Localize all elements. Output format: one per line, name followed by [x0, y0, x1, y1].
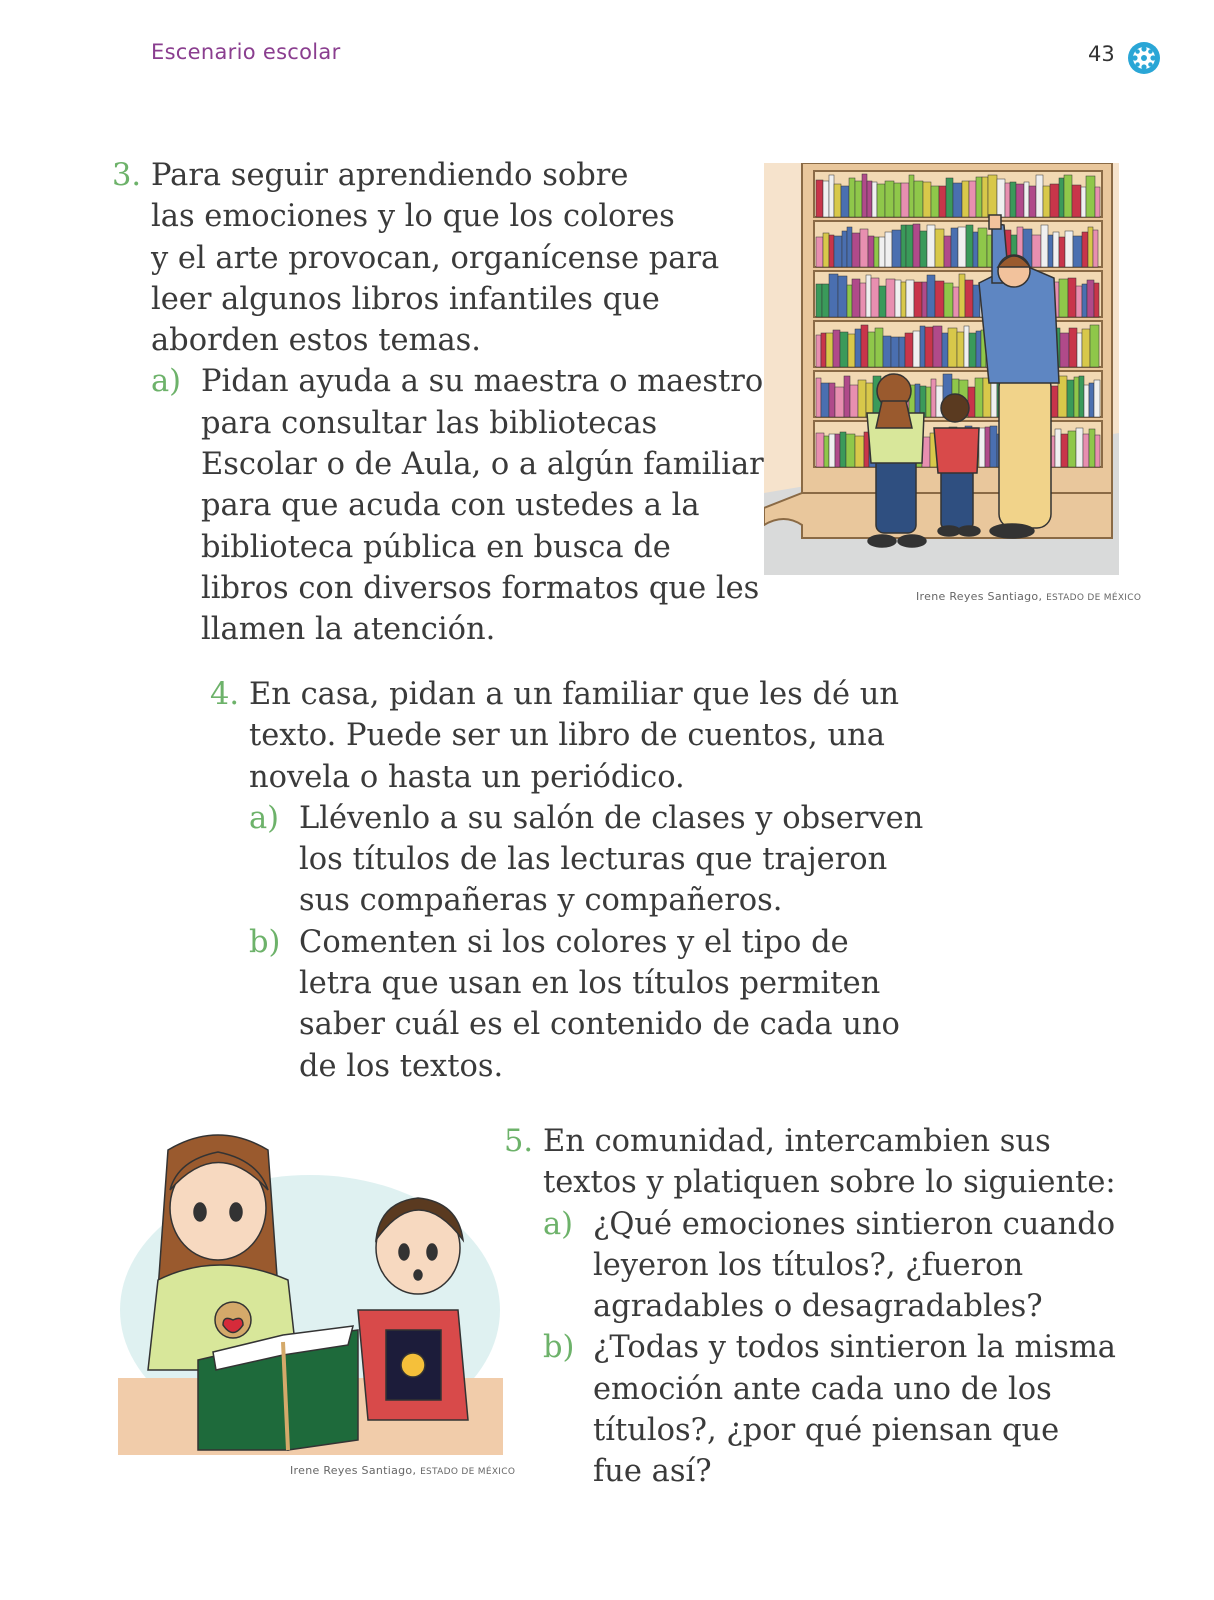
book-spine: [1061, 434, 1068, 467]
flower-emblem-icon: [1126, 40, 1162, 76]
book-spine: [925, 327, 933, 367]
book-spine: [1065, 231, 1073, 267]
book-spine: [906, 225, 913, 267]
book-spine: [816, 433, 824, 467]
text-line: leer algunos libros infantiles que: [151, 281, 660, 317]
book-spine: [942, 333, 948, 367]
book-spine: [1041, 225, 1048, 267]
text-line: saber cuál es el contenido de cada uno: [299, 1007, 900, 1043]
book-spine: [1074, 377, 1079, 417]
book-spine: [816, 180, 823, 217]
text-line: para que acuda con ustedes a la: [201, 488, 700, 524]
book-spine: [958, 227, 966, 267]
page-number: 43: [1088, 42, 1115, 66]
book-spine: [913, 331, 920, 367]
book-spine: [1089, 383, 1094, 417]
book-spine: [913, 224, 920, 267]
book-spine: [852, 279, 860, 317]
text-line: fue así?: [593, 1454, 712, 1490]
text-line: para consultar las bibliotecas: [201, 405, 658, 441]
book-spine: [868, 236, 874, 267]
book-spine: [969, 333, 976, 367]
book-spine: [822, 284, 829, 317]
book-spine: [866, 275, 871, 317]
item-text: [543, 1121, 1116, 1493]
text-line: Llévenlo a su salón de clases y observen: [299, 800, 924, 836]
text-line: Comenten si los colores y el tipo de: [299, 924, 849, 960]
book-spine: [1094, 380, 1100, 417]
book-spine: [935, 281, 944, 317]
book-spine: [931, 186, 939, 217]
text-line: aborden estos temas.: [151, 323, 481, 359]
book-spine: [927, 275, 935, 317]
text-line: y el arte provocan, organícense para: [151, 240, 720, 276]
library-illustration-credit: [916, 590, 1141, 603]
book-spine: [866, 383, 873, 417]
book-spine: [922, 282, 927, 317]
book-spine: [979, 428, 985, 467]
book-spine: [872, 182, 877, 217]
book-spine: [829, 383, 835, 417]
book-spine: [1032, 235, 1041, 267]
book-spine: [914, 181, 923, 217]
book-spine: [842, 231, 847, 267]
book-spine: [848, 334, 855, 367]
book-spine: [868, 332, 875, 367]
credit-author: Irene Reyes Santiago,: [290, 1464, 417, 1477]
book-spine: [1095, 435, 1100, 467]
subitem-b: [543, 1327, 1116, 1492]
book-spine: [1024, 182, 1029, 217]
book-spine: [844, 376, 850, 417]
subitem-label: b): [543, 1330, 575, 1366]
text-line: ¿Todas y todos sintieron la misma: [593, 1330, 1116, 1366]
text-line: de los textos.: [299, 1048, 504, 1084]
subitem-label: b): [249, 924, 281, 960]
book-spine: [883, 336, 891, 367]
book-spine: [899, 337, 905, 367]
book-spine: [901, 282, 906, 317]
book-spine: [959, 274, 965, 317]
book-spine: [858, 380, 866, 417]
book-spine: [841, 186, 849, 217]
book-spine: [852, 233, 860, 267]
book-spine: [855, 181, 862, 217]
book-spine: [969, 181, 976, 217]
text-line: libros con diversos formatos que les: [201, 570, 760, 606]
book-spine: [1087, 280, 1094, 317]
book-spine: [891, 337, 899, 367]
book-spine: [1090, 325, 1099, 367]
book-spine: [976, 177, 982, 217]
book-spine: [1064, 175, 1072, 217]
book-spine: [850, 385, 858, 417]
book-spine: [1079, 376, 1084, 417]
text-line: agradables o desagradables?: [593, 1289, 1043, 1325]
book-spine: [953, 287, 959, 317]
book-spine: [1094, 283, 1099, 317]
book-spine: [824, 436, 829, 467]
item-number: 3.: [112, 158, 142, 193]
book-spine: [894, 183, 901, 217]
book-spine: [975, 378, 983, 417]
book-spine: [1072, 185, 1081, 217]
activity-item-4: [210, 674, 923, 1087]
book-spine: [834, 236, 842, 267]
book-spine: [1059, 279, 1068, 317]
book-spine: [838, 276, 847, 317]
book-spine: [983, 378, 991, 417]
book-spine: [1010, 182, 1016, 217]
book-spine: [968, 387, 975, 417]
book-spine: [835, 434, 840, 467]
section-title: Escenario escolar: [151, 40, 341, 64]
book-spine: [840, 332, 848, 367]
book-spine: [964, 326, 969, 367]
book-spine: [826, 333, 833, 367]
reading-illustration: [118, 1130, 503, 1455]
book-spine: [1053, 232, 1059, 267]
book-spine: [840, 432, 846, 467]
book-spine: [946, 178, 953, 217]
book-spine: [867, 181, 872, 217]
subitem-b: [249, 922, 923, 1087]
text-line: Pidan ayuda a su maestra o maestro: [201, 364, 764, 400]
book-spine: [944, 283, 953, 317]
book-spine: [1005, 183, 1010, 217]
book-spine: [927, 225, 935, 267]
book-spine: [829, 274, 838, 317]
book-spine: [860, 229, 868, 267]
text-line: Para seguir aprendiendo sobre: [151, 158, 629, 193]
book-spine: [847, 285, 852, 317]
book-spine: [1048, 235, 1053, 267]
text-line: las emociones y lo que los colores: [151, 199, 675, 235]
book-spine: [1060, 333, 1069, 367]
book-spine: [1068, 278, 1076, 317]
book-spine: [1016, 184, 1024, 217]
book-spine: [861, 325, 868, 367]
book-spine: [1081, 187, 1086, 217]
book-spine: [906, 280, 914, 317]
text-line: novela o hasta un periódico.: [249, 759, 685, 795]
book-spine: [877, 184, 885, 217]
book-spine: [901, 225, 906, 267]
book-spine: [935, 229, 944, 267]
book-spine: [1043, 186, 1050, 217]
book-spine: [1036, 175, 1043, 217]
text-line: ¿Qué emociones sintieron cuando: [593, 1206, 1116, 1242]
book-spine: [892, 230, 901, 267]
book-spine: [905, 333, 913, 367]
credit-place: ESTADO DE MÉXICO: [1046, 593, 1142, 603]
subitem-label: a): [151, 364, 182, 400]
book-spine: [1083, 434, 1089, 467]
book-spine: [846, 434, 855, 467]
book-spine: [816, 378, 821, 417]
book-spine: [886, 279, 895, 317]
book-spine: [953, 183, 962, 217]
text-line: emoción ante cada uno de los: [593, 1371, 1052, 1407]
activity-item-3: [112, 155, 764, 651]
book-spine: [982, 177, 988, 217]
book-spine: [1082, 284, 1087, 317]
activity-item-5: [504, 1121, 1116, 1493]
book-spine: [1086, 176, 1095, 217]
credit-author: Irene Reyes Santiago,: [916, 590, 1043, 603]
book-spine: [1067, 380, 1074, 417]
text-line: sus compañeras y compañeros.: [299, 883, 783, 919]
book-spine: [1077, 333, 1082, 367]
book-spine: [816, 237, 823, 267]
book-spine: [879, 286, 886, 317]
book-spine: [990, 426, 997, 467]
text-line: biblioteca pública en busca de: [201, 529, 671, 565]
book-spine: [901, 183, 909, 217]
subitem-label: a): [543, 1206, 574, 1242]
book-spine: [834, 184, 841, 217]
text-line: En casa, pidan a un familiar que les dé un: [249, 677, 900, 712]
book-spine: [885, 181, 894, 217]
book-spine: [997, 179, 1005, 217]
book-spine: [957, 332, 964, 367]
book-spine: [966, 225, 973, 267]
book-spine: [1095, 187, 1100, 217]
item-text: [151, 155, 764, 651]
book-spine: [951, 228, 958, 267]
book-spine: [920, 326, 925, 367]
book-spine: [944, 236, 951, 267]
credit-place: ESTADO DE MÉXICO: [420, 1467, 516, 1477]
book-spine: [1076, 286, 1082, 317]
book-spine: [1084, 385, 1089, 417]
book-spine: [849, 178, 855, 217]
text-line: llamen la atención.: [201, 612, 496, 648]
item-number: 5.: [504, 1124, 534, 1159]
book-spine: [991, 378, 997, 417]
book-spine: [1089, 429, 1095, 467]
book-spine: [948, 328, 957, 367]
book-spine: [821, 333, 826, 367]
book-spine: [965, 280, 973, 317]
text-line: textos y platiquen sobre lo siguiente:: [543, 1165, 1116, 1201]
text-line: Escolar o de Aula, o a algún familiar: [201, 447, 764, 483]
book-spine: [829, 434, 835, 467]
book-spine: [823, 233, 829, 267]
book-spine: [885, 232, 892, 267]
item-text: [249, 674, 923, 1087]
book-spine: [860, 283, 866, 317]
book-spine: [895, 280, 901, 317]
book-spine: [1029, 186, 1036, 217]
book-spine: [920, 231, 927, 267]
book-spine: [871, 278, 879, 317]
book-spine: [962, 181, 969, 217]
library-illustration: [764, 163, 1119, 575]
book-spine: [915, 384, 920, 417]
text-line: leyeron los títulos?, ¿fueron: [593, 1247, 1024, 1283]
book-spine: [909, 175, 914, 217]
text-line: En comunidad, intercambien sus: [543, 1124, 1051, 1159]
book-spine: [1059, 237, 1065, 267]
text-line: los títulos de las lecturas que trajeron: [299, 842, 888, 878]
book-spine: [823, 181, 829, 217]
book-spine: [835, 387, 844, 417]
book-spine: [855, 436, 864, 467]
book-spine: [976, 331, 981, 367]
book-spine: [862, 174, 867, 217]
book-spine: [914, 282, 922, 317]
book-spine: [1059, 178, 1064, 217]
book-spine: [1082, 232, 1088, 267]
book-spine: [1082, 329, 1090, 367]
book-spine: [978, 228, 987, 267]
book-spine: [926, 387, 931, 417]
book-spine: [923, 182, 931, 217]
book-spine: [829, 235, 834, 267]
book-spine: [1055, 429, 1061, 467]
book-spine: [875, 328, 883, 367]
book-spine: [988, 175, 997, 217]
book-spine: [973, 232, 978, 267]
item-number: 4.: [210, 677, 240, 712]
text-line: texto. Puede ser un libro de cuentos, una: [249, 718, 885, 754]
book-spine: [855, 329, 861, 367]
text-line: letra que usan en los títulos permiten: [299, 966, 881, 1002]
subitem-a: [543, 1204, 1116, 1328]
book-spine: [1068, 431, 1076, 467]
book-spine: [939, 186, 946, 217]
book-spine: [931, 379, 936, 417]
book-spine: [1069, 328, 1077, 367]
book-spine: [874, 237, 879, 267]
book-spine: [833, 330, 840, 367]
book-spine: [821, 383, 829, 417]
book-spine: [829, 175, 834, 217]
subitem-a: [249, 798, 923, 922]
book-spine: [816, 335, 821, 367]
subitem-label: a): [249, 800, 280, 836]
book-spine: [1073, 236, 1082, 267]
book-spine: [933, 326, 942, 367]
text-line: títulos?, ¿por qué piensan que: [593, 1413, 1060, 1449]
book-spine: [816, 284, 822, 317]
book-spine: [879, 237, 885, 267]
book-spine: [1093, 230, 1098, 267]
book-spine: [1050, 184, 1059, 217]
reading-illustration-credit: [290, 1464, 515, 1477]
book-spine: [1076, 428, 1083, 467]
subitem-a: [151, 361, 764, 650]
book-spine: [847, 227, 852, 267]
book-spine: [985, 427, 990, 467]
book-spine: [1088, 227, 1093, 267]
